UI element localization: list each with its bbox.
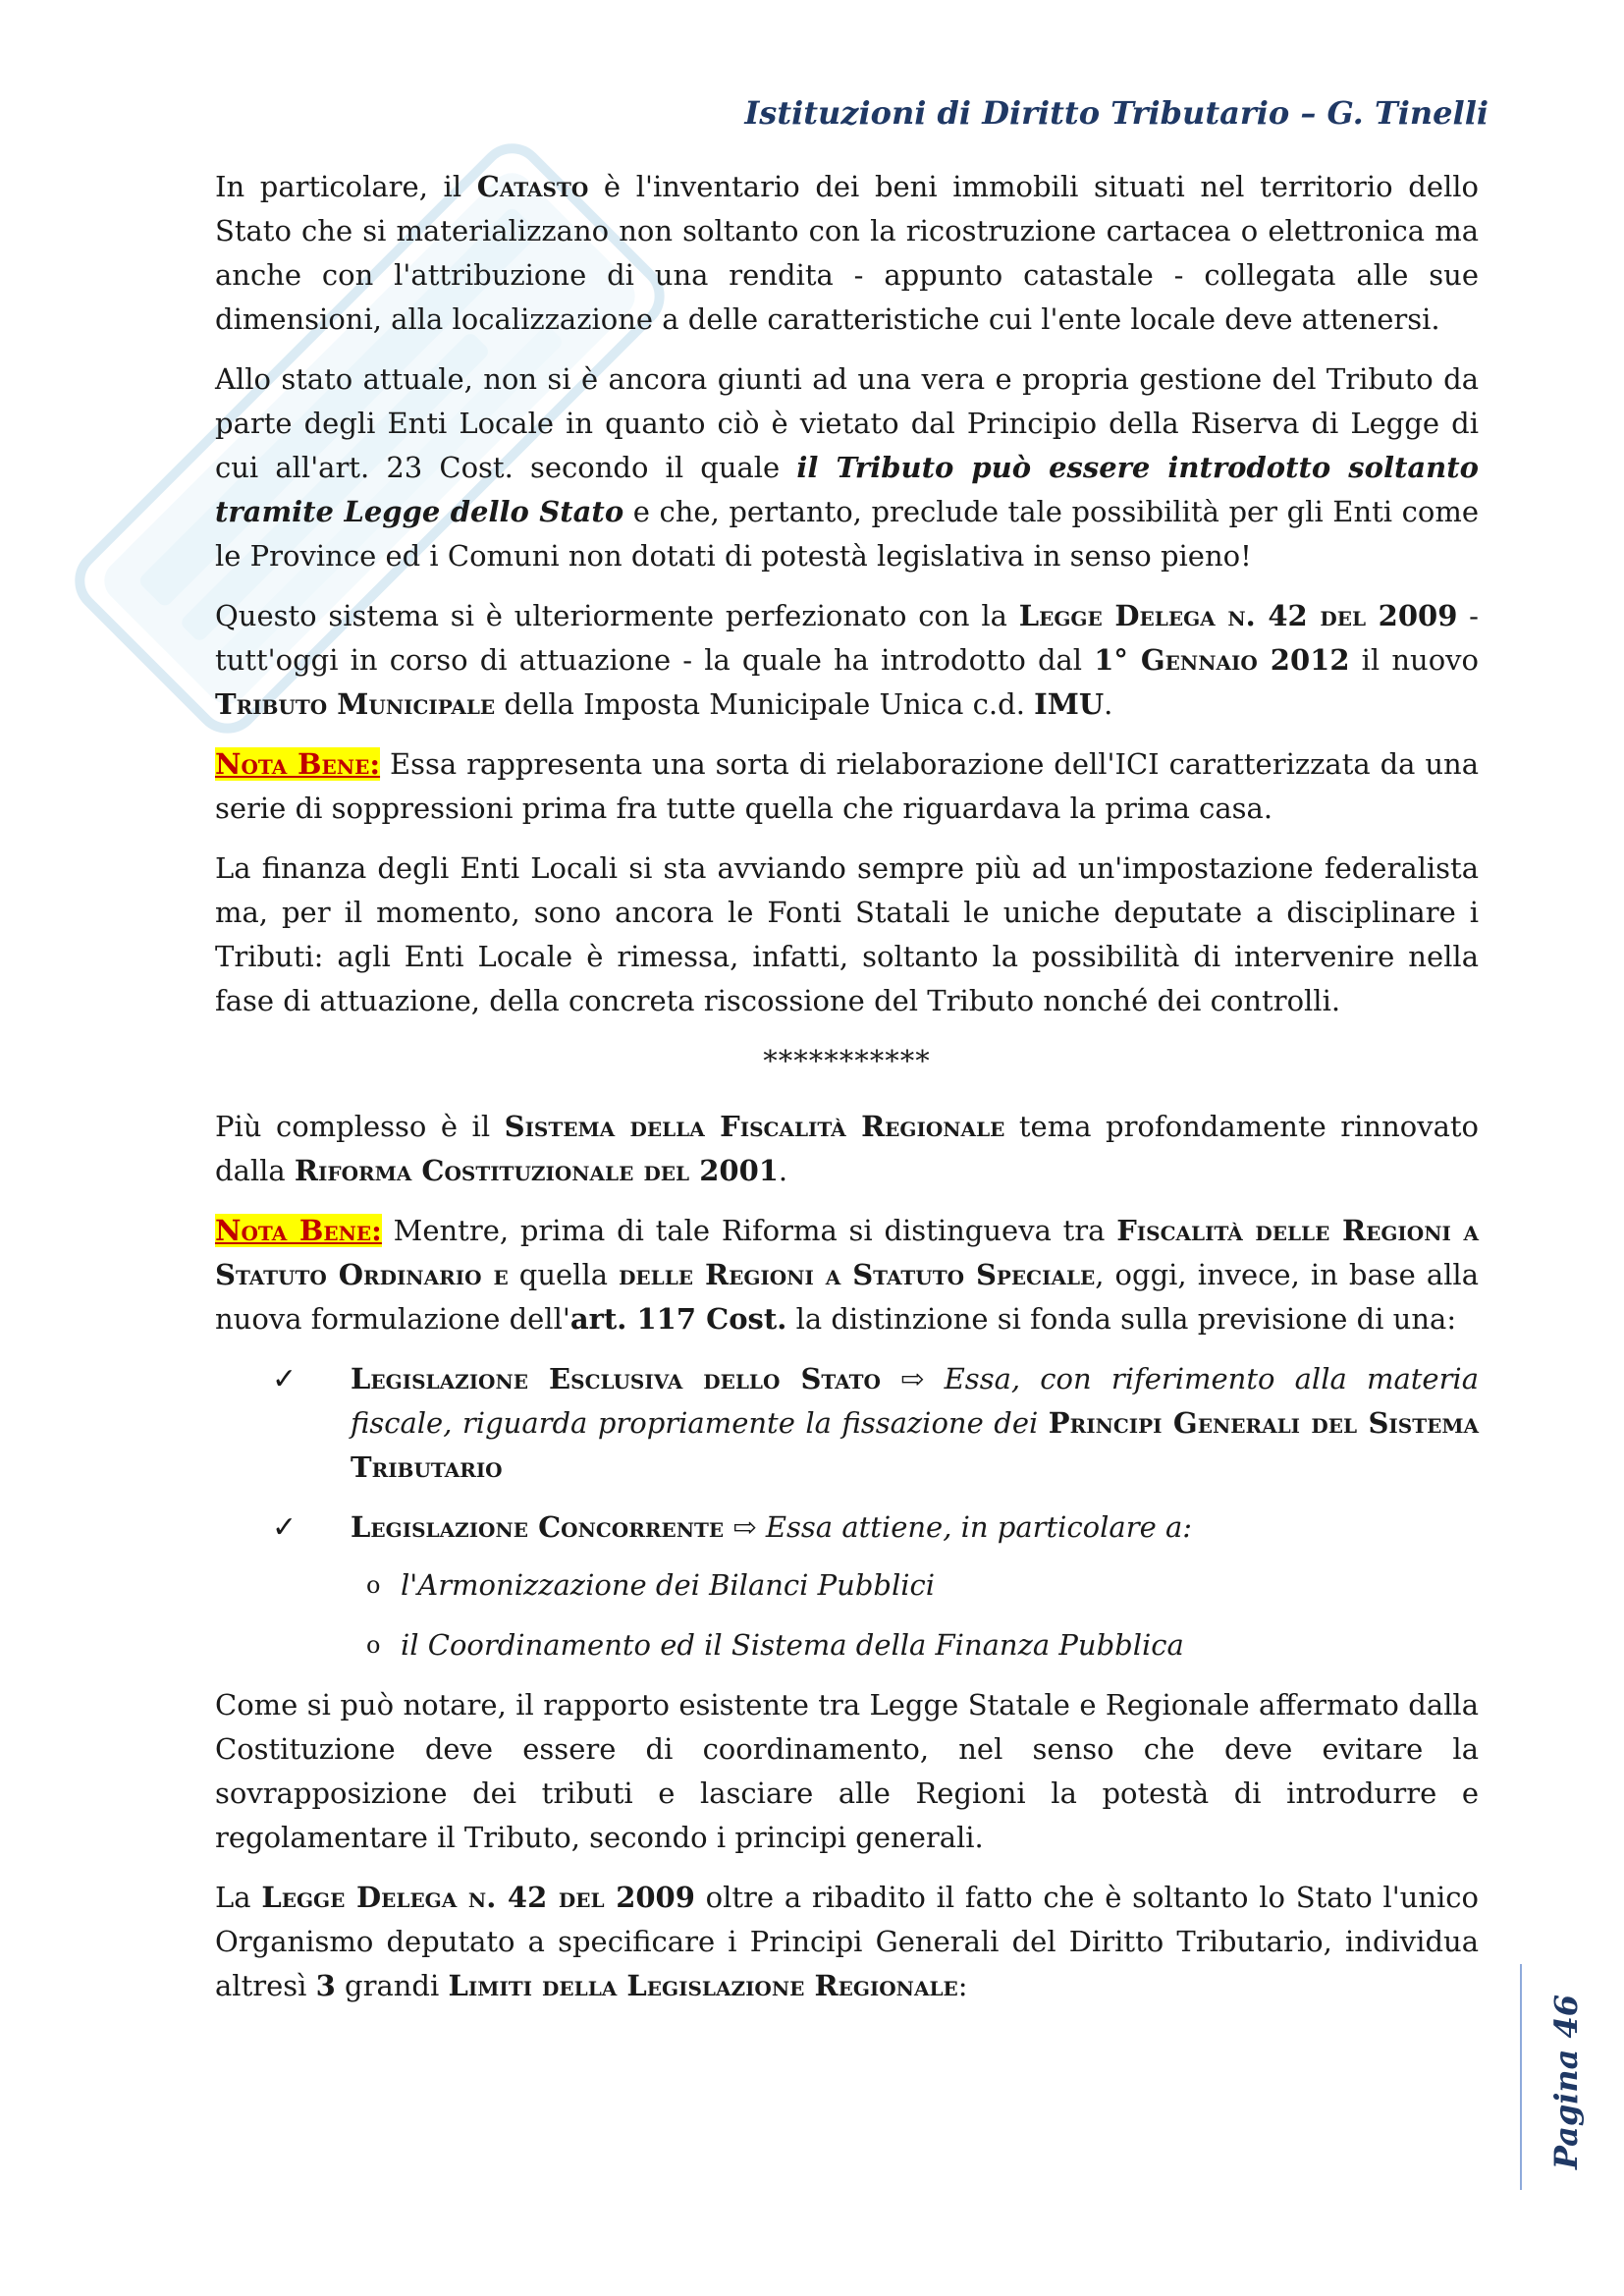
emphasis-text: il Tributo può essere introdotto soltanto tramite Legge dello Stato	[215, 451, 1480, 528]
text: grandi	[335, 1969, 449, 2002]
term-date: 1° Gennaio 2012	[1094, 643, 1350, 677]
text: Essa rappresenta una sorta di rielaborazione dell'ICI caratterizzata da una serie di soppressioni prima fra tutte quella che riguardava la prima casa.	[215, 747, 1480, 825]
text: In particolare, il	[215, 170, 477, 203]
text: La	[215, 1881, 262, 1914]
paragraph-limiti	[215, 1876, 1479, 2008]
list-item	[215, 1357, 1479, 1490]
text: :	[957, 1969, 968, 2002]
checkmark-icon: ✓	[272, 1362, 298, 1396]
paragraph-catasto	[215, 165, 1479, 342]
circle-bullet-icon: o	[366, 1631, 381, 1659]
sub-list	[347, 1563, 1479, 1667]
text: Come si può notare, il rapporto esistente tra Legge Statale e Regionale affermato dalla Costituzione deve essere di coordinamento, nel senso che deve evitare la sovrapposizione dei tributi e lasciare alle Regioni la potestà di introdurre e regolamentare il Tributo, secondo i principi generali.	[215, 1688, 1479, 1854]
nota-bene-label: Nota Bene:	[215, 747, 381, 781]
paragraph-riserva-legge	[215, 357, 1479, 578]
text: Mentre, prima di tale Riforma si distingueva tra	[381, 1214, 1117, 1247]
page-content	[215, 165, 1479, 2024]
text: il nuovo	[1349, 643, 1479, 677]
term-statuto-ordinario: Fiscalità delle Regioni a Statuto Ordinario e	[215, 1214, 1479, 1291]
legislation-list	[215, 1357, 1479, 1667]
text: Essa, con riferimento alla materia fiscale, riguarda propriamente la fissazione dei	[351, 1362, 1479, 1440]
text: Più complesso è il	[215, 1110, 505, 1143]
paragraph-nota-riforma	[215, 1209, 1479, 1341]
term-legislazione-concorrente: Legislazione Concorrente	[351, 1510, 725, 1544]
term-catasto: Catasto	[476, 170, 589, 203]
paragraph-fiscalita-regionale	[215, 1105, 1479, 1193]
text: quella	[508, 1258, 620, 1291]
page-number	[1537, 1994, 1596, 2170]
sub-list-item	[347, 1563, 1479, 1608]
number-three: 3	[315, 1969, 336, 2002]
paragraph-coordinamento	[215, 1683, 1479, 1860]
text: la distinzione si fonda sulla previsione di una:	[786, 1302, 1457, 1336]
text: Questo sistema si è ulteriormente perfezionato con la	[215, 599, 1019, 632]
text: Allo stato attuale, non si è ancora giunti ad una vera e propria gestione del Tributo da parte degli Enti Locale in quanto ciò è vietato dal Principio della Riserva di Legge di cui all'art. 23 Cost. secondo il quale	[215, 362, 1479, 484]
text: .	[1104, 687, 1113, 721]
paragraph-legge-delega	[215, 594, 1479, 727]
term-imu: IMU	[1034, 687, 1105, 721]
text: e che, pertanto, preclude tale possibilità per gli Enti come le Province ed i Comuni non dotati di potestà legislativa in senso pieno!	[215, 495, 1480, 573]
term-legislazione-esclusiva: Legislazione Esclusiva dello Stato	[351, 1362, 881, 1395]
term-riforma: Riforma Costituzionale del 2001	[294, 1154, 779, 1187]
text: della Imposta Municipale Unica c.d.	[495, 687, 1035, 721]
text: oltre a ribadito il fatto che è soltanto lo Stato l'unico Organismo deputato a specificare i Principi Generali del Diritto Tributario, individua altresì	[215, 1881, 1480, 2002]
term-tributo-municipale: Tributo Municipale	[215, 687, 496, 721]
text: .	[778, 1154, 788, 1187]
paragraph-finanza-enti	[215, 847, 1479, 1023]
page-number-divider	[1520, 1964, 1522, 2190]
section-separator: ***********	[763, 1044, 931, 1077]
term-legge-delega: Legge Delega n. 42 del 2009	[261, 1881, 695, 1914]
term-legge-delega: Legge Delega n. 42 del 2009	[1018, 599, 1458, 632]
text: il Coordinamento ed il Sistema della Finanza Pubblica	[401, 1628, 1184, 1662]
paragraph-nota-ici	[215, 742, 1479, 831]
text: tema profondamente rinnovato dalla	[215, 1110, 1480, 1187]
circle-bullet-icon: o	[366, 1571, 381, 1599]
text: , oggi, invece, in base alla nuova formulazione dell'	[215, 1258, 1479, 1336]
term-principi-generali: Principi Generali del Sistema Tributario	[351, 1406, 1480, 1484]
term-sistema-fiscalita: Sistema della Fiscalità Regionale	[504, 1110, 1005, 1143]
text: Essa attiene, in particolare a:	[765, 1510, 1193, 1544]
term-art-117: art. 117 Cost.	[569, 1302, 787, 1336]
sub-list-item	[347, 1623, 1479, 1667]
term-statuto-speciale: delle Regioni a Statuto Speciale	[619, 1258, 1096, 1291]
nota-bene-label: Nota Bene:	[215, 1214, 382, 1247]
page-number-label: Pagina 46	[1547, 1994, 1585, 2170]
text: - tutt'oggi in corso di attuazione - la quale ha introdotto dal	[215, 599, 1479, 677]
text: l'Armonizzazione dei Bilanci Pubblici	[401, 1568, 936, 1602]
text: è l'inventario dei beni immobili situati nel territorio dello Stato che si materializzano non soltanto con la ricostruzione cartacea o elettronica ma anche con l'attribuzione di una rendita - appunto catastale - collegata alle sue dimensioni, alla localizzazione a delle caratteristiche cui l'ente locale deve attenersi.	[215, 170, 1479, 336]
checkmark-icon: ✓	[272, 1510, 298, 1545]
term-limiti-legislazione: Limiti della Legislazione Regionale	[448, 1969, 958, 2002]
text: La finanza degli Enti Locali si sta avviando sempre più ad un'impostazione federalista ma, per il momento, sono ancora le Fonti Statali le uniche deputate a disciplinare i Tributi: agli Enti Locale è rimessa, infatti, soltanto la possibilità di intervenire nella fase di attuazione, della concreta riscossione del Tributo nonché dei controlli.	[215, 851, 1479, 1017]
list-item	[215, 1505, 1479, 1667]
arrow-right-icon: ⇨	[880, 1362, 945, 1395]
document-header: Istituzioni di Diritto Tributario – G. Tinelli	[744, 94, 1489, 132]
arrow-right-icon: ⇨	[724, 1510, 766, 1544]
